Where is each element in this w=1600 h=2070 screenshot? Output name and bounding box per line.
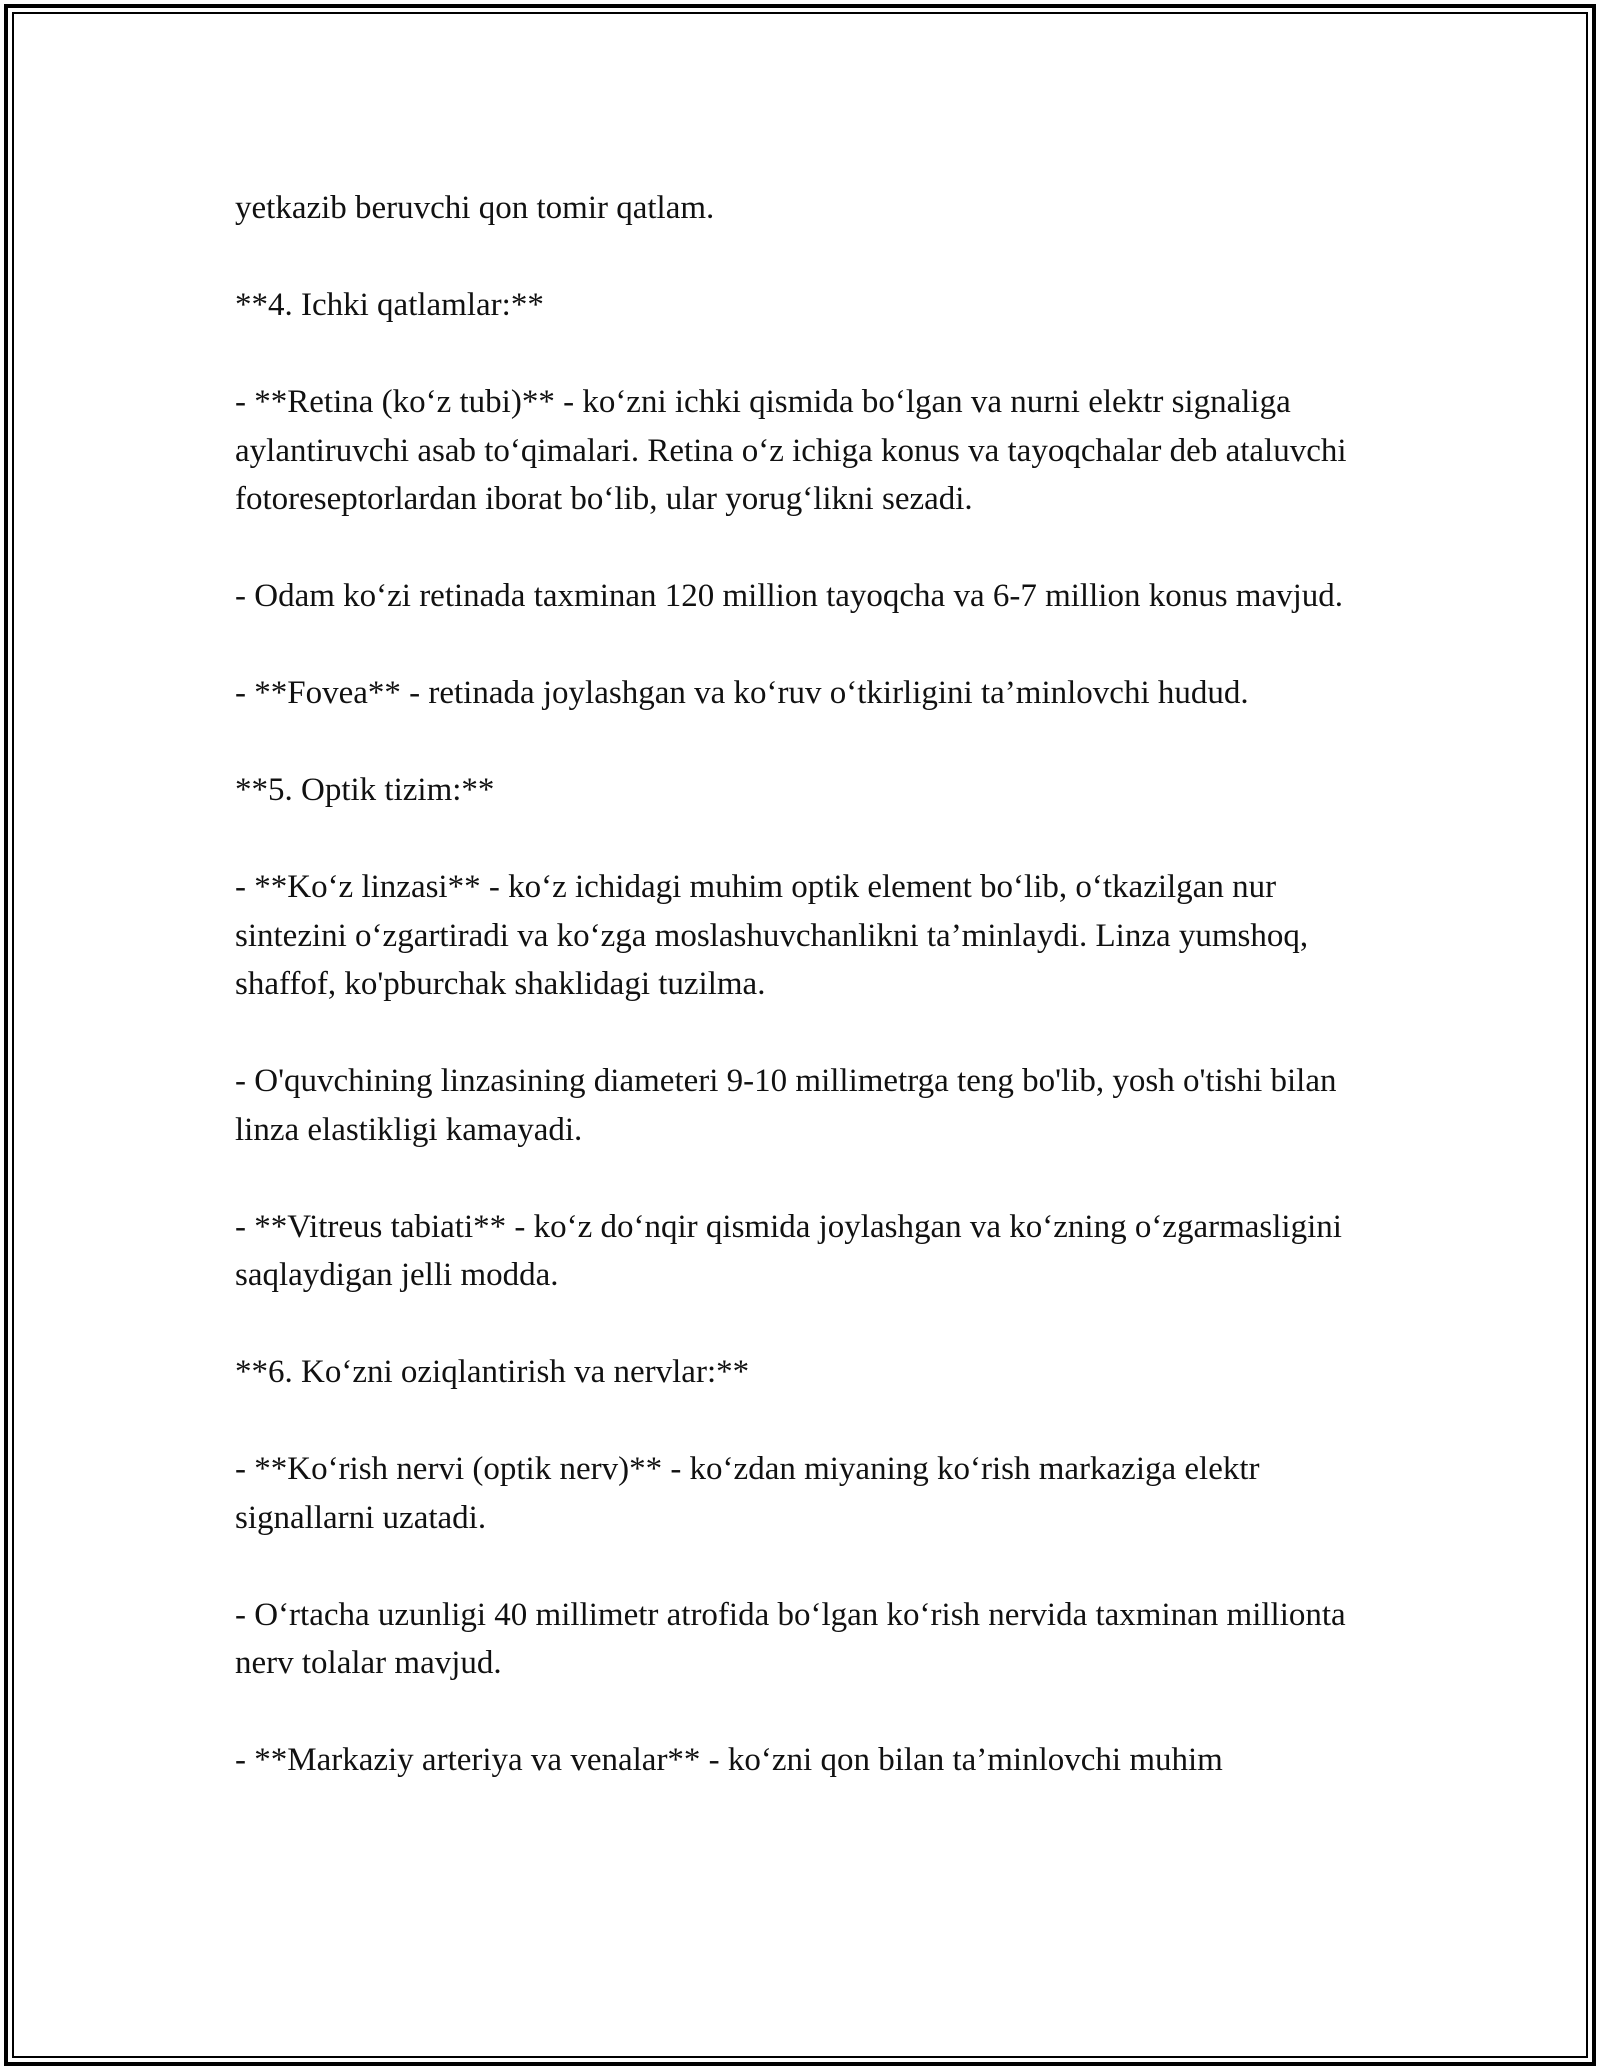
heading-nutrition-nerves: **6. Ko‘zni oziqlantirish va nervlar:** (235, 1354, 750, 1390)
paragraph-continuation: yetkazib beruvchi qon tomir qatlam. (235, 190, 715, 226)
paragraph-lens-diameter: - O'quvchining linzasining diameteri 9-10 millimetrga teng bo'lib, yosh o'tishi bilan linza elastikligi kamayadi. (235, 1063, 1337, 1148)
paragraph-rods-cones: - Odam ko‘zi retinada taxminan 120 million tayoqcha va 6-7 million konus mavjud. (235, 578, 1344, 614)
document-body (235, 184, 1395, 1833)
paragraph-nerve-length: - O‘rtacha uzunligi 40 millimetr atrofida bo‘lgan ko‘rish nervida taxminan millionta nerv tolalar mavjud. (235, 1596, 1346, 1681)
paragraph-retina: - **Retina (ko‘z tubi)** - ko‘zni ichki qismida bo‘lgan va nurni elektr signaliga aylantiruvchi asab to‘qimalari. Retina o‘z ichiga konus va tayoqchalar deb ataluvchi fotoreseptorlardan iborat bo‘lib, ular yorug‘likni sezadi. (235, 384, 1347, 517)
paragraph-lens: - **Ko‘z linzasi** - ko‘z ichidagi muhim optik element bo‘lib, o‘tkazilgan nur sintezini o‘zgartiradi va ko‘zga moslashuvchanlikni ta’minlaydi. Linza yumshoq, shaffof, ko'pburchak shaklidagi tuzilma. (235, 869, 1309, 1002)
paragraph-central-artery: - **Markaziy arteriya va venalar** - ko‘zni qon bilan ta’minlovchi muhim (235, 1742, 1223, 1778)
heading-optical-system: **5. Optik tizim:** (235, 772, 495, 808)
paragraph-vitreous: - **Vitreus tabiati** - ko‘z do‘nqir qismida joylashgan va ko‘zning o‘zgarmasligini saqlaydigan jelli modda. (235, 1208, 1342, 1293)
paragraph-fovea: - **Fovea** - retinada joylashgan va ko‘ruv o‘tkirligini ta’minlovchi hudud. (235, 675, 1249, 711)
heading-inner-layers: **4. Ichki qatlamlar:** (235, 287, 544, 323)
paragraph-optic-nerve: - **Ko‘rish nervi (optik nerv)** - ko‘zdan miyaning ko‘rish markaziga elektr signallarni uzatadi. (235, 1451, 1260, 1536)
